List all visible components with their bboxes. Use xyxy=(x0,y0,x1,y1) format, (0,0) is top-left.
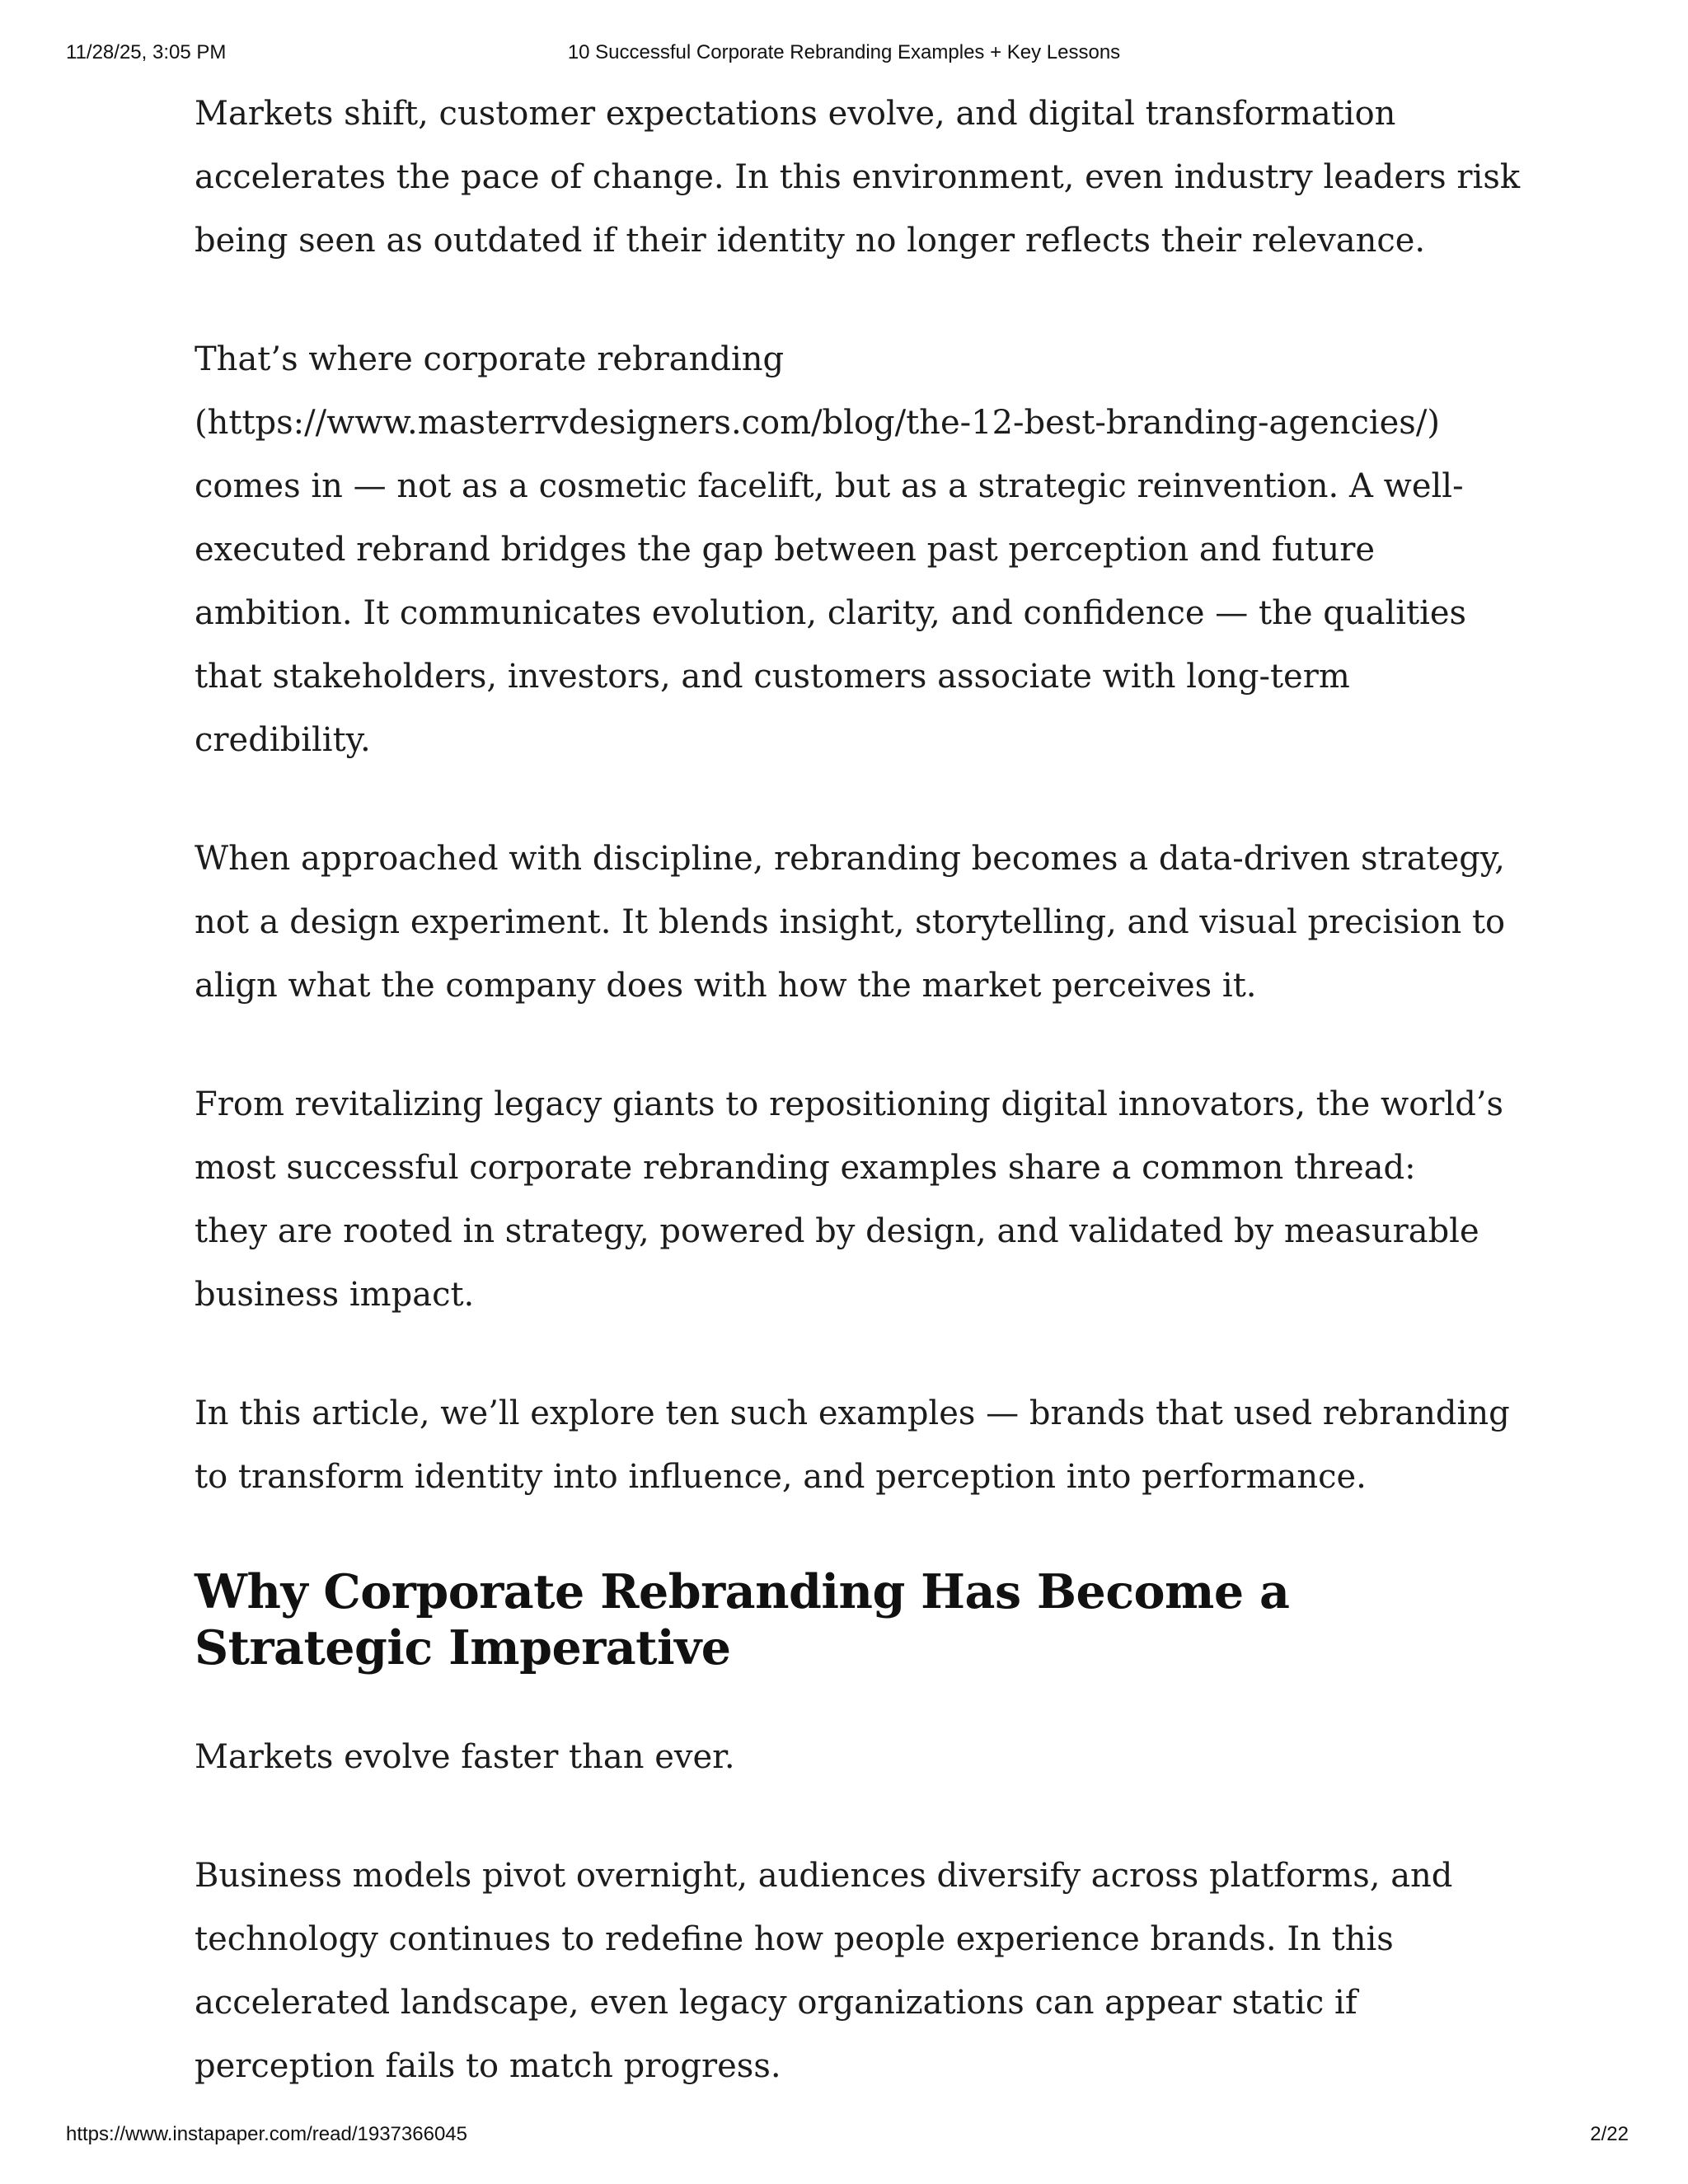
paragraph-examples xyxy=(195,1073,1530,1327)
paragraph-discipline: When approached with discipline, rebranding becomes a data-driven strategy, not a design experiment. It blends insight, storytelling, and visual precision to align what the company does with how the market perceives it. xyxy=(195,840,1506,1005)
paragraph-examples-line1: From revitalizing legacy giants to repositioning digital innovators, the world’s most successful corporate rebranding examples share a common thread: xyxy=(195,1085,1504,1187)
paragraph-overview: In this article, we’ll explore ten such examples — brands that used rebranding to transform identity into influence, and perception into performance. xyxy=(195,1394,1510,1496)
print-url: https://www.instapaper.com/read/1937366045 xyxy=(66,2123,467,2145)
paragraph-rebranding xyxy=(195,328,1530,772)
paragraph-markets: Markets evolve faster than ever. xyxy=(195,1738,735,1776)
paragraph-examples-line2: they are rooted in strategy, powered by design, and validated by measurable business impact. xyxy=(195,1212,1479,1314)
paragraph-rebranding-rest: comes in — not as a cosmetic facelift, but as a strategic reinvention. A well-executed rebrand bridges the gap between past perception and future ambition. It communicates evolution, clarity, and confidence — the qualities that stakeholders, investors, and customers associate with long-term credibility. xyxy=(195,467,1467,759)
print-header xyxy=(0,41,1688,69)
paragraph-intro: Markets shift, customer expectations evolve, and digital transformation accelerates the pace of change. In this environment, even industry leaders risk being seen as outdated if their identity no longer reflects their relevance. xyxy=(195,95,1521,260)
branding-agencies-link[interactable]: (https://www.masterrvdesigners.com/blog/the-12-best-branding-agencies/) xyxy=(195,404,1440,442)
paragraph-rebranding-lead: That’s where corporate rebranding xyxy=(195,340,785,378)
page-number: 2/22 xyxy=(1590,2123,1629,2145)
article-body xyxy=(195,82,1530,2154)
print-page-title: 10 Successful Corporate Rebranding Examples + Key Lessons xyxy=(567,41,1121,63)
print-date: 11/28/25, 3:05 PM xyxy=(66,41,227,63)
section-heading: Why Corporate Rebranding Has Become a Strategic Imperative xyxy=(195,1564,1290,1675)
paragraph-business-models: Business models pivot overnight, audiences diversify across platforms, and technology continues to redefine how people experience brands. In this accelerated landscape, even legacy organizations can appear static if perception fails to match progress. xyxy=(195,1857,1453,2085)
